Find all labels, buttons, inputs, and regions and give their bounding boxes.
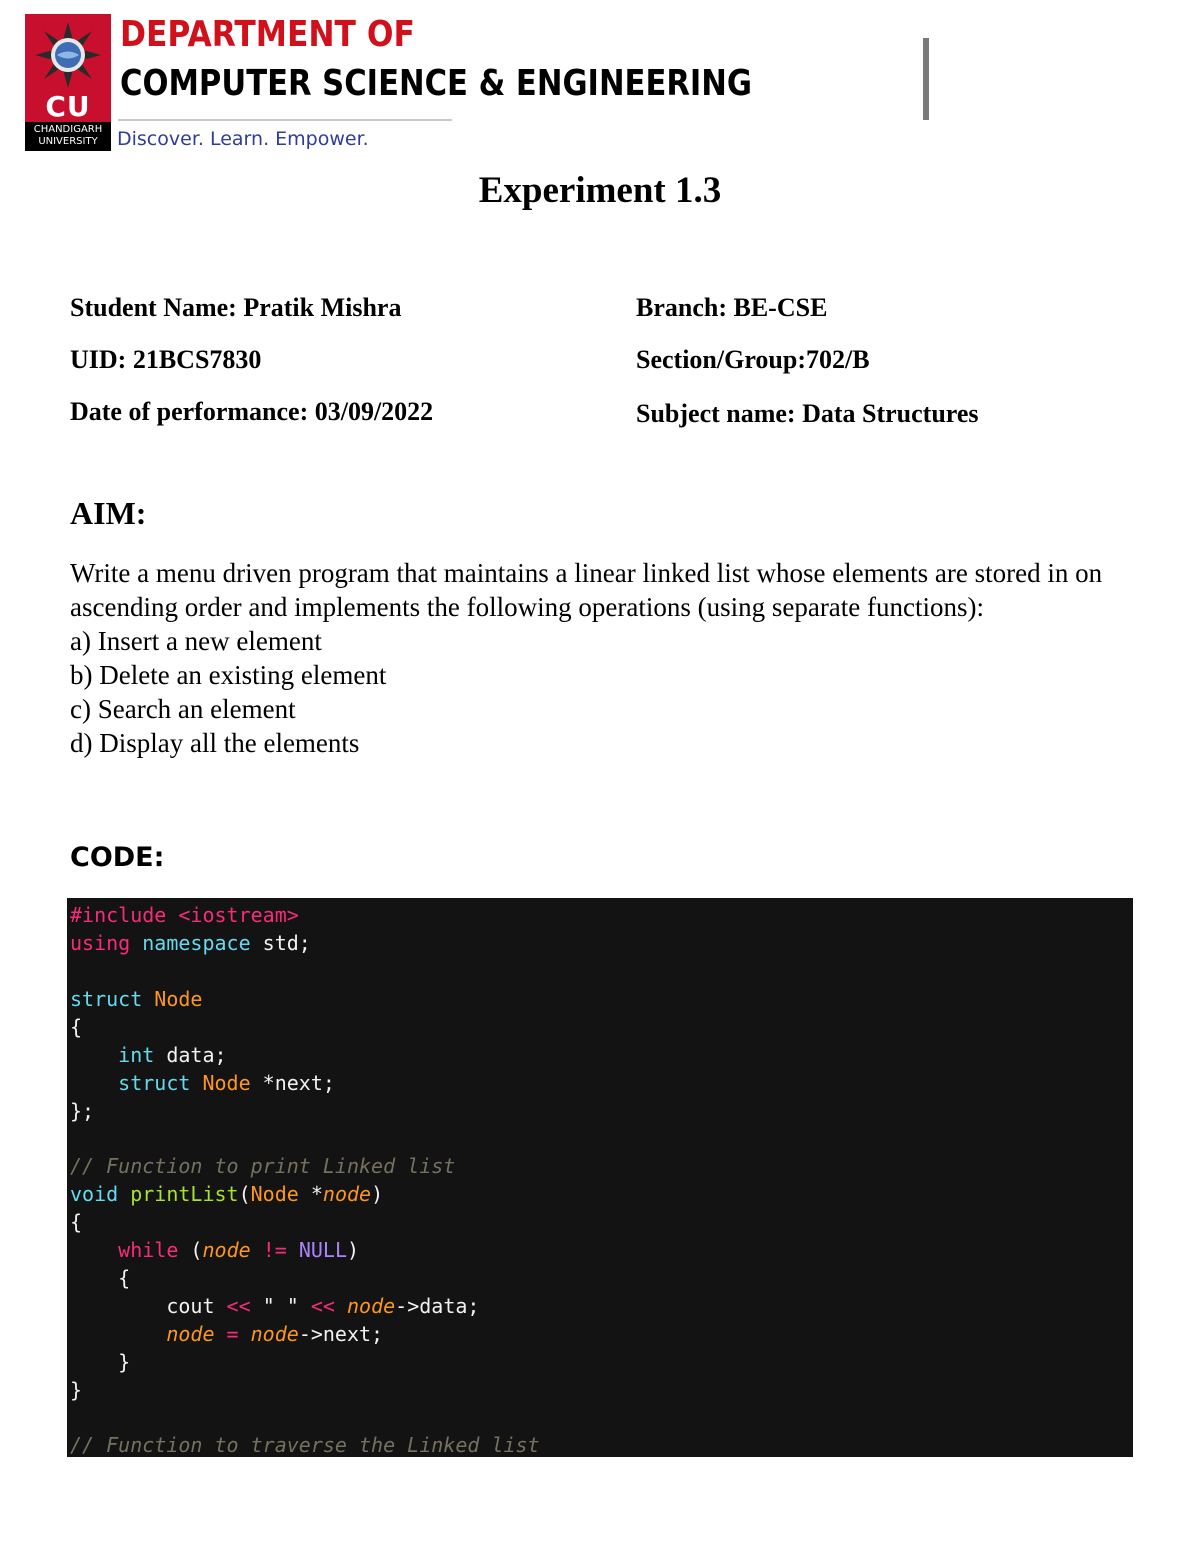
- department-heading: DEPARTMENT OF: [120, 14, 415, 55]
- logo-university-text: [25, 124, 111, 148]
- code-token: void: [70, 1182, 119, 1206]
- code-token: {: [70, 1210, 83, 1234]
- code-token: *next;: [250, 1071, 335, 1095]
- subject-name: Subject name: Data Structures: [636, 399, 979, 428]
- code-line: [70, 929, 311, 957]
- code-line: [70, 1041, 227, 1069]
- code-token: [251, 1238, 263, 1262]
- code-token: [118, 1182, 130, 1206]
- code-token: (: [238, 1182, 251, 1206]
- code-token: <<: [226, 1294, 251, 1318]
- code-token: ): [371, 1182, 384, 1206]
- code-token: node: [322, 1182, 372, 1206]
- student-uid: UID: 21BCS7830: [70, 345, 262, 374]
- code-line: [70, 1236, 359, 1264]
- code-token: namespace: [142, 931, 251, 955]
- code-token: }: [70, 1350, 131, 1374]
- aim-item: c) Search an element: [70, 694, 296, 724]
- code-token: Node: [250, 1182, 299, 1206]
- code-line: [70, 1097, 94, 1125]
- section-group: Section/Group:702/B: [636, 345, 870, 374]
- branch: Branch: BE-CSE: [636, 293, 828, 322]
- code-token: [239, 1322, 251, 1346]
- tagline: Discover. Learn. Empower.: [117, 128, 369, 150]
- code-token: while: [118, 1238, 179, 1262]
- code-line: [70, 1125, 82, 1153]
- code-token: node: [202, 1238, 251, 1262]
- code-token: int: [118, 1043, 155, 1067]
- tagline-divider: [118, 119, 452, 121]
- code-line: [70, 1376, 82, 1404]
- code-line: [70, 1069, 335, 1097]
- code-token: {: [70, 1266, 131, 1290]
- emblem-icon: [33, 20, 103, 90]
- aim-body: [70, 556, 1140, 760]
- logo-sub-line-2: UNIVERSITY: [38, 136, 98, 147]
- code-line: [70, 1180, 383, 1208]
- code-line: [70, 1208, 82, 1236]
- code-token: data;: [154, 1043, 227, 1067]
- code-token: printList: [130, 1182, 239, 1206]
- code-token: ->data;: [395, 1294, 480, 1318]
- code-token: struct: [70, 987, 143, 1011]
- code-token: struct: [118, 1071, 191, 1095]
- code-token: [251, 1294, 263, 1318]
- code-token: [287, 1238, 299, 1262]
- code-token: std;: [250, 931, 311, 955]
- code-line: [70, 957, 82, 985]
- code-token: }: [70, 1378, 83, 1402]
- aim-item: d) Display all the elements: [70, 728, 360, 758]
- code-token: *: [298, 1182, 323, 1206]
- header-vertical-bar: [923, 38, 929, 120]
- code-token: [215, 1322, 227, 1346]
- code-line: [70, 1013, 82, 1041]
- aim-heading: AIM:: [70, 495, 147, 531]
- university-logo: [25, 14, 111, 151]
- student-name: Student Name: Pratik Mishra: [70, 293, 402, 322]
- code-token: [142, 987, 154, 1011]
- code-token: [70, 1322, 166, 1346]
- code-token: {: [70, 1015, 83, 1039]
- code-line: [70, 1348, 130, 1376]
- code-line: [70, 985, 202, 1013]
- code-token: (: [178, 1238, 203, 1262]
- code-token: // Function to traverse the Linked list: [70, 1433, 540, 1457]
- code-token: <<: [310, 1294, 335, 1318]
- experiment-title: Experiment 1.3: [478, 170, 722, 211]
- code-line: [70, 1152, 455, 1180]
- code-token: ): [347, 1238, 360, 1262]
- code-token: [70, 1043, 118, 1067]
- code-token: =: [226, 1322, 239, 1346]
- code-token: !=: [262, 1238, 287, 1262]
- code-token: node: [250, 1322, 299, 1346]
- department-name: COMPUTER SCIENCE & ENGINEERING: [120, 63, 753, 104]
- code-token: [335, 1294, 347, 1318]
- performance-date: Date of performance: 03/09/2022: [70, 397, 434, 426]
- code-token: };: [70, 1099, 95, 1123]
- code-heading: CODE:: [70, 842, 165, 873]
- code-token: Node: [202, 1071, 251, 1095]
- code-token: // Function to print Linked list: [70, 1154, 456, 1178]
- code-line: [70, 1431, 540, 1457]
- code-token: node: [166, 1322, 215, 1346]
- code-token: [130, 931, 142, 955]
- code-token: using: [70, 931, 131, 955]
- aim-text: Write a menu driven program that maintains a linear linked list whose elements are stored in on ascending order and implements the following operations (using separate functions):: [70, 558, 1103, 622]
- code-line: [70, 901, 299, 929]
- code-block: [67, 898, 1133, 1457]
- code-token: NULL: [298, 1238, 348, 1262]
- logo-cu-text: CU: [45, 90, 91, 123]
- code-line: [70, 1320, 383, 1348]
- code-token: ->next;: [298, 1322, 384, 1346]
- code-token: " ": [262, 1294, 299, 1318]
- code-token: #include <iostream>: [70, 903, 299, 927]
- code-line: [70, 1264, 130, 1292]
- code-token: [190, 1071, 202, 1095]
- aim-item: a) Insert a new element: [70, 626, 322, 656]
- code-token: [299, 1294, 311, 1318]
- code-token: [70, 1238, 118, 1262]
- code-token: Node: [154, 987, 203, 1011]
- code-token: cout: [70, 1294, 227, 1318]
- code-line: [70, 1404, 82, 1432]
- aim-item: b) Delete an existing element: [70, 660, 387, 690]
- logo-sub-line-1: CHANDIGARH: [33, 124, 103, 135]
- code-token: node: [347, 1294, 396, 1318]
- code-token: [70, 1071, 118, 1095]
- code-line: [70, 1292, 479, 1320]
